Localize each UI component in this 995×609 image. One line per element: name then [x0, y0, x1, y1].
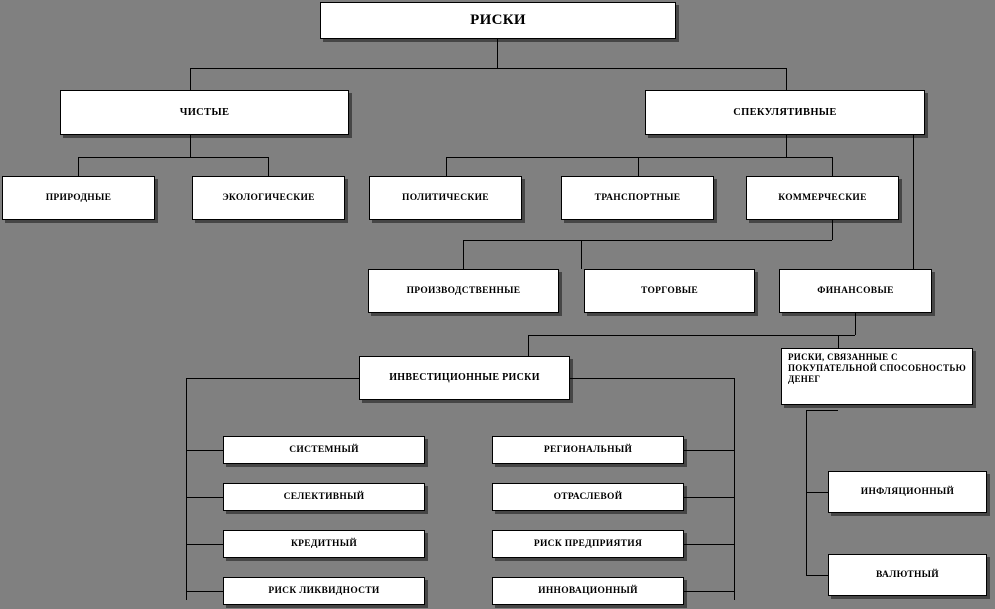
node-systemic-label: СИСТЕМНЫЙ [289, 444, 359, 455]
node-sectoral-label: ОТРАСЛЕВОЙ [553, 491, 623, 502]
node-selective-label: СЕЛЕКТИВНЫЙ [283, 491, 365, 502]
node-speculative-label: СПЕКУЛЯТИВНЫЕ [733, 106, 837, 118]
node-transport[interactable] [561, 176, 714, 220]
connector-to-production [463, 240, 464, 269]
node-liquidity-label: РИСК ЛИКВИДНОСТИ [268, 585, 380, 596]
node-natural-label: ПРИРОДНЫЕ [45, 192, 112, 203]
node-inflation-label: ИНФЛЯЦИОННЫЙ [860, 486, 955, 497]
node-regional-label: РЕГИОНАЛЬНЫЙ [543, 444, 633, 455]
node-currency-label: ВАЛЮТНЫЙ [876, 569, 939, 580]
connector-innovation [684, 591, 735, 592]
connector-systemic [186, 450, 223, 451]
node-innovation-label: ИННОВАЦИОННЫЙ [538, 585, 638, 596]
node-political-label: ПОЛИТИЧЕСКИЕ [402, 192, 489, 203]
node-systemic[interactable] [223, 436, 425, 464]
node-financial-label: ФИНАНСОВЫЕ [817, 285, 894, 296]
connector-speculative-down [786, 135, 787, 157]
node-root[interactable] [320, 2, 676, 39]
node-enterprise-label: РИСК ПРЕДПРИЯТИЯ [533, 538, 643, 549]
connector-to-political [446, 157, 447, 176]
node-production-label: ПРОИЗВОДСТВЕННЫЕ [406, 285, 521, 296]
connector-to-trade [581, 240, 582, 269]
node-money-power[interactable] [781, 348, 973, 405]
connector-speculative-right-down [913, 135, 914, 270]
connector-root-bus [190, 68, 786, 69]
connector-sectoral [684, 497, 735, 498]
node-commercial[interactable] [746, 176, 899, 220]
node-natural[interactable] [2, 176, 155, 220]
connector-selective [186, 497, 223, 498]
node-transport-label: ТРАНСПОРТНЫЕ [594, 192, 681, 203]
connector-to-pure [190, 68, 191, 90]
node-liquidity[interactable] [223, 577, 425, 605]
node-innovation[interactable] [492, 577, 684, 605]
connector-liquidity [186, 591, 223, 592]
connector-financial-down [855, 313, 856, 335]
connector-to-speculative [786, 68, 787, 90]
node-commercial-label: КОММЕРЧЕСКИЕ [778, 192, 867, 203]
connector-money-power-top [806, 410, 838, 411]
node-sectoral[interactable] [492, 483, 684, 511]
connector-pure-bus [78, 157, 269, 158]
node-political[interactable] [369, 176, 522, 220]
node-trade-label: ТОРГОВЫЕ [640, 285, 698, 296]
node-speculative[interactable] [645, 90, 925, 135]
node-investment-label: ИНВЕСТИЦИОННЫЕ РИСКИ [389, 372, 540, 384]
connector-to-money-power [838, 335, 839, 348]
connector-regional [684, 450, 735, 451]
node-money-power-label: РИСКИ, СВЯЗАННЫЕ С ПОКУПАТЕЛЬНОЙ СПОСОБНОСТЬЮ ДЕНЕГ [788, 352, 967, 384]
connector-to-natural [78, 157, 79, 176]
node-selective[interactable] [223, 483, 425, 511]
node-financial[interactable] [779, 269, 932, 313]
connector-speculative-bus [446, 157, 832, 158]
connector-investment-right-spine [734, 378, 735, 600]
node-enterprise[interactable] [492, 530, 684, 558]
node-credit-label: КРЕДИТНЫЙ [290, 538, 358, 549]
connector-root-down [497, 39, 498, 68]
connector-to-commercial [832, 157, 833, 176]
node-ecological-label: ЭКОЛОГИЧЕСКИЕ [222, 192, 315, 203]
node-credit[interactable] [223, 530, 425, 558]
connector-credit [186, 544, 223, 545]
node-regional[interactable] [492, 436, 684, 464]
node-root-label: РИСКИ [470, 12, 526, 29]
connector-enterprise [684, 544, 735, 545]
connector-to-transport [638, 157, 639, 176]
node-pure-label: ЧИСТЫЕ [179, 106, 230, 118]
connector-pure-down [190, 135, 191, 157]
node-production[interactable] [368, 269, 559, 313]
connector-investment-left-spine [186, 378, 187, 600]
connector-investment-right-h [570, 378, 734, 379]
node-ecological[interactable] [192, 176, 345, 220]
connector-commercial-down [832, 220, 833, 240]
connector-commercial-bus [463, 240, 832, 241]
node-investment[interactable] [359, 356, 570, 400]
connector-to-ecological [268, 157, 269, 176]
node-currency[interactable] [828, 554, 987, 596]
node-inflation[interactable] [828, 471, 987, 513]
node-trade[interactable] [584, 269, 755, 313]
connector-currency [806, 575, 829, 576]
connector-financial-bus [528, 335, 855, 336]
connector-inflation [806, 492, 829, 493]
connector-investment-left-h [186, 378, 360, 379]
node-pure[interactable] [60, 90, 349, 135]
